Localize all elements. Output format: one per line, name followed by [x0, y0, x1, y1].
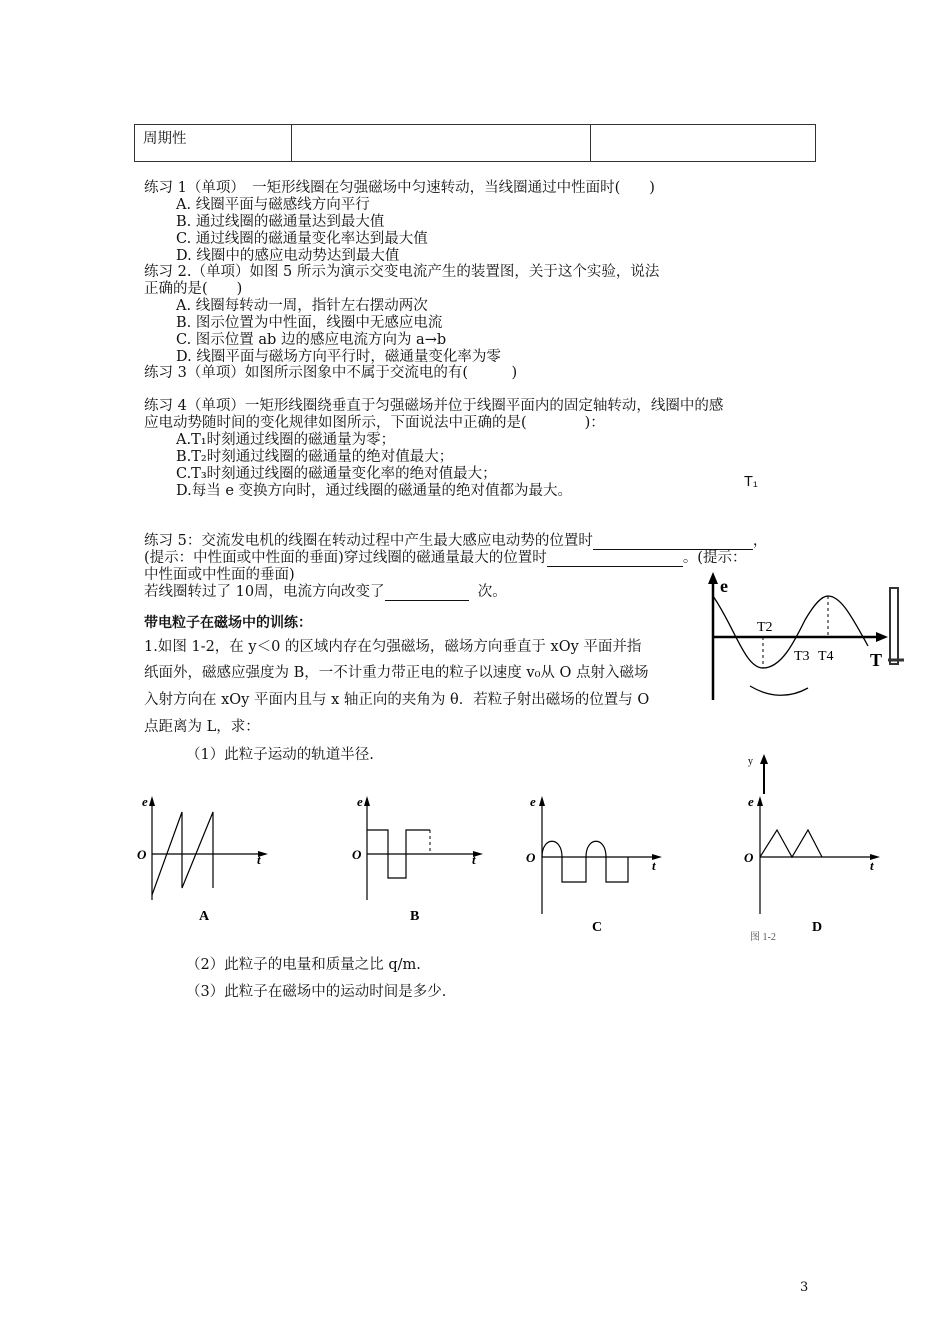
sine-t4-label: T4	[818, 649, 834, 664]
sine-wave-graph	[700, 568, 910, 708]
graph-d-label: D	[812, 920, 823, 935]
graph-b	[350, 790, 490, 925]
table-cell-empty-1	[292, 125, 591, 162]
fig-1-2-label: 图 1-2	[750, 932, 776, 943]
t1-label: T₁	[744, 474, 758, 490]
exercise-4-title-cont: 应电动势随时间的变化规律如图所示，下面说法中正确的是( )：	[144, 415, 605, 431]
section-title: 带电粒子在磁场中的训练：	[144, 615, 312, 631]
exercise-5-line-3: 中性面或中性面的垂面)	[144, 567, 295, 583]
graph-c-e: e	[530, 794, 536, 809]
graph-b-t: t	[472, 852, 476, 867]
exercise-2-option-c: C. 图示位置 ab 边的感应电流方向为 a→b	[176, 332, 447, 348]
exercise-4-title: 练习 4（单项）一矩形线圈绕垂直于匀强磁场并位于线圈平面内的固定轴转动，线圈中的感	[144, 398, 724, 414]
exercise-1-option-a: A. 线圈平面与磁感线方向平行	[176, 197, 370, 213]
exercise-5-line-2-end: 。(提示：	[682, 550, 747, 566]
exercise-5-line-1	[144, 533, 767, 550]
graph-a-label: A	[199, 909, 210, 924]
graph-c	[522, 790, 672, 940]
sine-t-axis-label: T	[870, 650, 883, 670]
exercise-2-title: 练习 2.（单项）如图 5 所示为演示交变电流产生的装置图，关于这个实验，说法	[144, 264, 660, 280]
graph-a-t: t	[257, 852, 261, 867]
graph-d-triangle-wave	[760, 830, 822, 857]
section-para-2: 纸面外，磁感应强度为 B，一不计重力带正电的粒子以速度 v₀从 O 点射入磁场	[144, 665, 649, 681]
exercise-1-option-c: C. 通过线圈的磁通量变化率达到最大值	[176, 231, 428, 247]
exercise-5-line-1-text: 练习 5：交流发电机的线圈在转动过程中产生最大感应电动势的位置时	[144, 533, 593, 549]
table-cell-empty-2	[591, 125, 816, 162]
sine-t2-label: T2	[757, 620, 773, 635]
exercise-5-line-4-end: 次。	[477, 584, 507, 600]
graph-a	[135, 790, 275, 925]
graph-d-o: O	[744, 850, 754, 865]
exercise-2-title-cont: 正确的是( )	[144, 281, 243, 297]
y-fragment-arrow	[760, 754, 768, 764]
answer-blank-1[interactable]	[593, 535, 753, 550]
property-table	[134, 124, 816, 162]
exercise-4-option-c: C.T₃时刻通过线圈的磁通量变化率的绝对值最大；	[176, 466, 497, 482]
graph-d	[740, 790, 890, 945]
graph-b-o: O	[352, 847, 362, 862]
exercise-5-line-2-text: (提示：中性面或中性面的垂面)穿过线圈的磁通量最大的位置时	[144, 550, 547, 566]
graph-b-label: B	[410, 909, 420, 924]
exercise-4-option-a: A.T₁时刻通过线圈的磁通量为零；	[176, 432, 396, 448]
graph-b-e: e	[357, 794, 363, 809]
exercise-5-line-4	[144, 584, 507, 601]
exercise-1-title: 练习 1（单项） 一矩形线圈在匀强磁场中匀速转动，当线圈通过中性面时( )	[144, 180, 655, 196]
device-sketch	[890, 588, 898, 664]
sine-graph-x-arrow	[876, 632, 888, 642]
exercise-2-option-a: A. 线圈每转动一周，指针左右摆动两次	[176, 298, 428, 314]
sine-graph-y-arrow	[708, 572, 718, 584]
graph-a-e: e	[142, 794, 148, 809]
exercise-5-line-4-text: 若线圈转过了 10周，电流方向改变了	[144, 584, 385, 600]
sine-e-label: e	[720, 576, 728, 596]
y-fragment-label: y	[748, 756, 753, 767]
exercise-2-option-b: B. 图示位置为中性面，线圈中无感应电流	[176, 315, 443, 331]
graph-a-o: O	[137, 847, 147, 862]
question-2: （2）此粒子的电量和质量之比 q/m.	[186, 957, 421, 973]
graph-c-wave	[542, 841, 628, 882]
answer-blank-2[interactable]	[547, 552, 683, 567]
exercise-4-option-b: B.T₂时刻通过线圈的磁通量的绝对值最大；	[176, 449, 454, 465]
sine-curve	[713, 596, 868, 668]
page-number: 3	[800, 1280, 809, 1295]
table-cell-label: 周期性	[135, 125, 292, 162]
graph-d-e: e	[748, 794, 754, 809]
exercise-1-option-d: D. 线圈中的感应电动势达到最大值	[176, 248, 400, 264]
section-para-4: 点距离为 L，求：	[144, 719, 260, 735]
section-para-1: 1.如图 1-2，在 y＜0 的区域内存在匀强磁场，磁场方向垂直于 xOy 平面并指	[144, 639, 642, 655]
answer-blank-3[interactable]	[385, 586, 469, 601]
exercise-5-line-1-end: ，	[752, 533, 768, 549]
sine-lower-arc	[750, 686, 808, 695]
graph-d-t: t	[870, 858, 874, 873]
graph-c-o: O	[526, 850, 536, 865]
question-1: （1）此粒子运动的轨道半径.	[186, 747, 374, 763]
question-3: （3）此粒子在磁场中的运动时间是多少.	[186, 984, 447, 1000]
exercise-5-line-2	[144, 550, 746, 567]
exercise-2-option-d: D. 线圈平面与磁场方向平行时，磁通量变化率为零	[176, 349, 501, 365]
exercise-1-option-b: B. 通过线圈的磁通量达到最大值	[176, 214, 385, 230]
graph-c-label: C	[592, 920, 603, 935]
exercise-3-title: 练习 3（单项）如图所示图象中不属于交流电的有( )	[144, 365, 518, 381]
section-para-3: 入射方向在 xOy 平面内且与 x 轴正向的夹角为 θ．若粒子射出磁场的位置与 O	[144, 692, 650, 708]
graph-c-t: t	[652, 858, 656, 873]
sine-t3-label: T3	[794, 649, 810, 664]
exercise-4-option-d: D.每当 e 变换方向时，通过线圈的磁通量的绝对值都为最大。	[176, 483, 573, 499]
